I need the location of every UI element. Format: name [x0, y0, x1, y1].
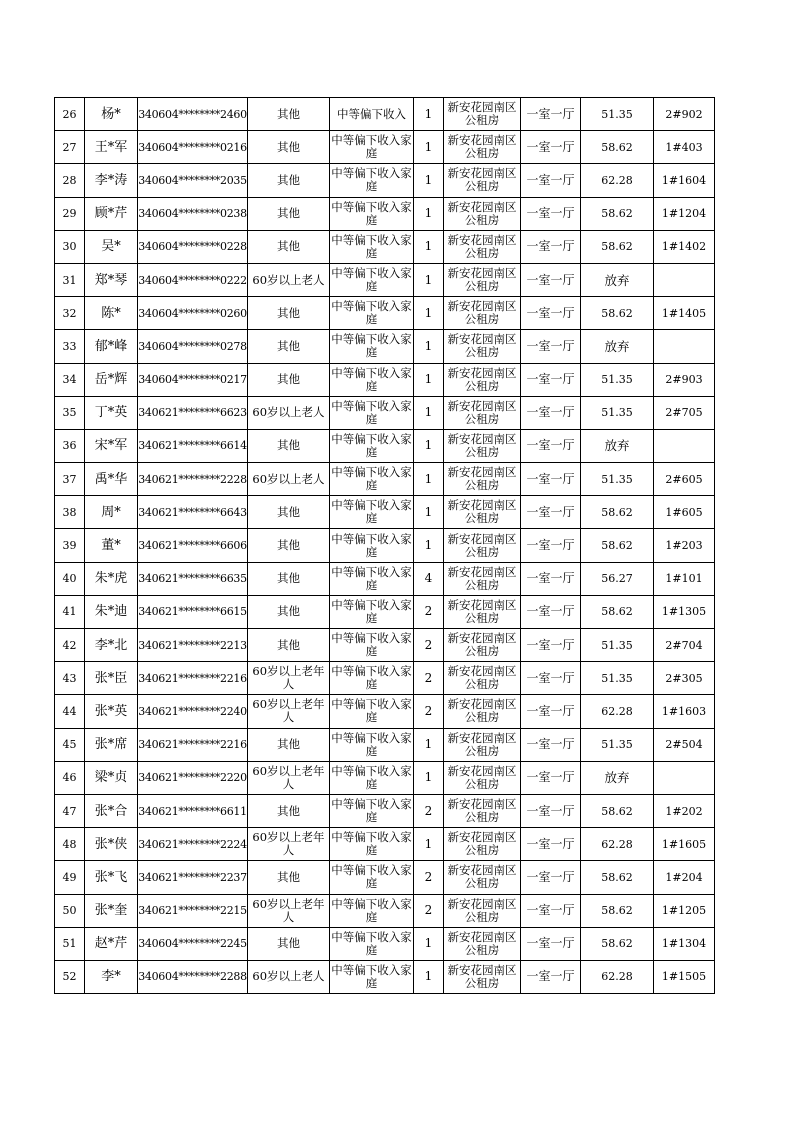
applicant-name-cell: 李*涛 [85, 164, 138, 197]
house-type-cell: 一室一厅 [521, 529, 581, 562]
row-number-cell: 49 [55, 861, 85, 894]
room-number-cell: 2#902 [654, 98, 715, 131]
row-number-cell: 40 [55, 562, 85, 595]
house-type-cell: 一室一厅 [521, 297, 581, 330]
row-number-cell: 33 [55, 330, 85, 363]
id-number-cell: 340604********2460 [138, 98, 248, 131]
family-size-cell: 1 [414, 98, 444, 131]
income-level-cell: 中等偏下收入家庭 [330, 330, 414, 363]
table-row [55, 562, 715, 595]
house-type-cell: 一室一厅 [521, 794, 581, 827]
table-row [55, 861, 715, 894]
table-row [55, 728, 715, 761]
floor-area-cell: 51.35 [581, 662, 654, 695]
house-type-cell: 一室一厅 [521, 463, 581, 496]
house-type-cell: 一室一厅 [521, 927, 581, 960]
housing-project-cell: 新安花园南区公租房 [444, 861, 521, 894]
floor-area-cell: 58.62 [581, 230, 654, 263]
room-number-cell: 1#1304 [654, 927, 715, 960]
id-number-cell: 340604********0216 [138, 131, 248, 164]
floor-area-cell: 62.28 [581, 828, 654, 861]
room-number-cell: 2#504 [654, 728, 715, 761]
house-type-cell: 一室一厅 [521, 197, 581, 230]
housing-project-cell: 新安花园南区公租房 [444, 463, 521, 496]
applicant-name-cell: 岳*辉 [85, 363, 138, 396]
applicant-name-cell: 王*军 [85, 131, 138, 164]
table-row [55, 363, 715, 396]
income-level-cell: 中等偏下收入家庭 [330, 496, 414, 529]
row-number-cell: 26 [55, 98, 85, 131]
room-number-cell: 1#1604 [654, 164, 715, 197]
income-level-cell: 中等偏下收入家庭 [330, 529, 414, 562]
house-type-cell: 一室一厅 [521, 894, 581, 927]
applicant-name-cell: 朱*迪 [85, 595, 138, 628]
applicant-category-cell: 60岁以上老年人 [248, 761, 330, 794]
family-size-cell: 2 [414, 629, 444, 662]
id-number-cell: 340604********0238 [138, 197, 248, 230]
floor-area-cell: 62.28 [581, 164, 654, 197]
house-type-cell: 一室一厅 [521, 695, 581, 728]
applicant-name-cell: 董* [85, 529, 138, 562]
housing-project-cell: 新安花园南区公租房 [444, 197, 521, 230]
income-level-cell: 中等偏下收入 [330, 98, 414, 131]
row-number-cell: 42 [55, 629, 85, 662]
id-number-cell: 340621********2228 [138, 463, 248, 496]
id-number-cell: 340604********0217 [138, 363, 248, 396]
applicant-category-cell: 60岁以上老年人 [248, 695, 330, 728]
id-number-cell: 340621********2215 [138, 894, 248, 927]
applicant-category-cell: 60岁以上老人 [248, 396, 330, 429]
id-number-cell: 340621********6615 [138, 595, 248, 628]
house-type-cell: 一室一厅 [521, 164, 581, 197]
house-type-cell: 一室一厅 [521, 629, 581, 662]
id-number-cell: 340604********0228 [138, 230, 248, 263]
floor-area-cell: 58.62 [581, 297, 654, 330]
table-row [55, 894, 715, 927]
applicant-category-cell: 其他 [248, 629, 330, 662]
income-level-cell: 中等偏下收入家庭 [330, 629, 414, 662]
income-level-cell: 中等偏下收入家庭 [330, 463, 414, 496]
house-type-cell: 一室一厅 [521, 761, 581, 794]
table-row [55, 695, 715, 728]
housing-project-cell: 新安花园南区公租房 [444, 562, 521, 595]
applicant-name-cell: 宋*军 [85, 429, 138, 462]
family-size-cell: 1 [414, 330, 444, 363]
id-number-cell: 340621********6643 [138, 496, 248, 529]
applicant-category-cell: 其他 [248, 429, 330, 462]
family-size-cell: 2 [414, 695, 444, 728]
row-number-cell: 41 [55, 595, 85, 628]
applicant-category-cell: 60岁以上老人 [248, 960, 330, 993]
room-number-cell: 1#1204 [654, 197, 715, 230]
income-level-cell: 中等偏下收入家庭 [330, 728, 414, 761]
floor-area-cell: 58.62 [581, 197, 654, 230]
applicant-name-cell: 张*奎 [85, 894, 138, 927]
table-row [55, 297, 715, 330]
applicant-name-cell: 吴* [85, 230, 138, 263]
family-size-cell: 1 [414, 529, 444, 562]
table-row [55, 98, 715, 131]
table-row [55, 662, 715, 695]
house-type-cell: 一室一厅 [521, 429, 581, 462]
income-level-cell: 中等偏下收入家庭 [330, 297, 414, 330]
house-type-cell: 一室一厅 [521, 396, 581, 429]
room-number-cell [654, 429, 715, 462]
income-level-cell: 中等偏下收入家庭 [330, 164, 414, 197]
applicant-category-cell: 60岁以上老年人 [248, 828, 330, 861]
table-row [55, 230, 715, 263]
floor-area-cell: 51.35 [581, 728, 654, 761]
applicant-category-cell: 其他 [248, 794, 330, 827]
room-number-cell: 1#1205 [654, 894, 715, 927]
applicant-category-cell: 60岁以上老年人 [248, 894, 330, 927]
row-number-cell: 51 [55, 927, 85, 960]
income-level-cell: 中等偏下收入家庭 [330, 960, 414, 993]
house-type-cell: 一室一厅 [521, 363, 581, 396]
applicant-category-cell: 其他 [248, 562, 330, 595]
table-row [55, 496, 715, 529]
applicant-category-cell: 60岁以上老年人 [248, 662, 330, 695]
room-number-cell: 2#305 [654, 662, 715, 695]
housing-project-cell: 新安花园南区公租房 [444, 131, 521, 164]
family-size-cell: 1 [414, 463, 444, 496]
row-number-cell: 45 [55, 728, 85, 761]
floor-area-cell: 62.28 [581, 695, 654, 728]
floor-area-cell: 62.28 [581, 960, 654, 993]
house-type-cell: 一室一厅 [521, 861, 581, 894]
applicant-category-cell: 其他 [248, 297, 330, 330]
room-number-cell: 1#403 [654, 131, 715, 164]
income-level-cell: 中等偏下收入家庭 [330, 927, 414, 960]
id-number-cell: 340604********2288 [138, 960, 248, 993]
family-size-cell: 1 [414, 496, 444, 529]
house-type-cell: 一室一厅 [521, 662, 581, 695]
row-number-cell: 37 [55, 463, 85, 496]
family-size-cell: 2 [414, 894, 444, 927]
applicant-name-cell: 张*侠 [85, 828, 138, 861]
family-size-cell: 2 [414, 662, 444, 695]
housing-project-cell: 新安花园南区公租房 [444, 927, 521, 960]
floor-area-cell: 51.35 [581, 629, 654, 662]
table-row [55, 330, 715, 363]
room-number-cell: 1#101 [654, 562, 715, 595]
family-size-cell: 1 [414, 263, 444, 296]
applicant-category-cell: 其他 [248, 861, 330, 894]
applicant-name-cell: 张*席 [85, 728, 138, 761]
income-level-cell: 中等偏下收入家庭 [330, 396, 414, 429]
id-number-cell: 340621********6611 [138, 794, 248, 827]
room-number-cell: 1#1603 [654, 695, 715, 728]
housing-project-cell: 新安花园南区公租房 [444, 98, 521, 131]
family-size-cell: 1 [414, 429, 444, 462]
income-level-cell: 中等偏下收入家庭 [330, 894, 414, 927]
floor-area-cell: 58.62 [581, 131, 654, 164]
row-number-cell: 29 [55, 197, 85, 230]
housing-project-cell: 新安花园南区公租房 [444, 297, 521, 330]
housing-project-cell: 新安花园南区公租房 [444, 330, 521, 363]
id-number-cell: 340604********2245 [138, 927, 248, 960]
housing-project-cell: 新安花园南区公租房 [444, 629, 521, 662]
table-row [55, 960, 715, 993]
housing-project-cell: 新安花园南区公租房 [444, 496, 521, 529]
income-level-cell: 中等偏下收入家庭 [330, 794, 414, 827]
table-body [55, 98, 715, 994]
family-size-cell: 1 [414, 927, 444, 960]
floor-area-cell: 放弃 [581, 429, 654, 462]
income-level-cell: 中等偏下收入家庭 [330, 861, 414, 894]
income-level-cell: 中等偏下收入家庭 [330, 595, 414, 628]
room-number-cell [654, 263, 715, 296]
row-number-cell: 32 [55, 297, 85, 330]
id-number-cell: 340621********6635 [138, 562, 248, 595]
room-number-cell: 2#605 [654, 463, 715, 496]
family-size-cell: 1 [414, 297, 444, 330]
floor-area-cell: 51.35 [581, 396, 654, 429]
floor-area-cell: 58.62 [581, 794, 654, 827]
housing-project-cell: 新安花园南区公租房 [444, 529, 521, 562]
id-number-cell: 340604********0260 [138, 297, 248, 330]
house-type-cell: 一室一厅 [521, 562, 581, 595]
room-number-cell: 1#1402 [654, 230, 715, 263]
row-number-cell: 43 [55, 662, 85, 695]
house-type-cell: 一室一厅 [521, 496, 581, 529]
income-level-cell: 中等偏下收入家庭 [330, 131, 414, 164]
row-number-cell: 27 [55, 131, 85, 164]
income-level-cell: 中等偏下收入家庭 [330, 429, 414, 462]
room-number-cell: 2#903 [654, 363, 715, 396]
id-number-cell: 340621********6606 [138, 529, 248, 562]
floor-area-cell: 58.62 [581, 529, 654, 562]
floor-area-cell: 放弃 [581, 263, 654, 296]
table-row [55, 595, 715, 628]
row-number-cell: 46 [55, 761, 85, 794]
row-number-cell: 48 [55, 828, 85, 861]
housing-project-cell: 新安花园南区公租房 [444, 894, 521, 927]
row-number-cell: 50 [55, 894, 85, 927]
house-type-cell: 一室一厅 [521, 828, 581, 861]
family-size-cell: 4 [414, 562, 444, 595]
house-type-cell: 一室一厅 [521, 728, 581, 761]
table-row [55, 429, 715, 462]
table-row [55, 529, 715, 562]
applicant-category-cell: 其他 [248, 131, 330, 164]
id-number-cell: 340621********2240 [138, 695, 248, 728]
floor-area-cell: 56.27 [581, 562, 654, 595]
id-number-cell: 340621********2216 [138, 662, 248, 695]
row-number-cell: 52 [55, 960, 85, 993]
housing-project-cell: 新安花园南区公租房 [444, 794, 521, 827]
id-number-cell: 340621********6623 [138, 396, 248, 429]
row-number-cell: 47 [55, 794, 85, 827]
room-number-cell: 1#204 [654, 861, 715, 894]
id-number-cell: 340621********2220 [138, 761, 248, 794]
applicant-name-cell: 张*英 [85, 695, 138, 728]
family-size-cell: 2 [414, 595, 444, 628]
family-size-cell: 1 [414, 728, 444, 761]
room-number-cell: 2#704 [654, 629, 715, 662]
family-size-cell: 2 [414, 794, 444, 827]
applicant-name-cell: 周* [85, 496, 138, 529]
applicant-category-cell: 60岁以上老人 [248, 463, 330, 496]
housing-project-cell: 新安花园南区公租房 [444, 396, 521, 429]
applicant-name-cell: 张*合 [85, 794, 138, 827]
housing-project-cell: 新安花园南区公租房 [444, 761, 521, 794]
family-size-cell: 1 [414, 131, 444, 164]
house-type-cell: 一室一厅 [521, 595, 581, 628]
applicant-category-cell: 其他 [248, 98, 330, 131]
applicant-category-cell: 其他 [248, 363, 330, 396]
housing-project-cell: 新安花园南区公租房 [444, 363, 521, 396]
floor-area-cell: 58.62 [581, 595, 654, 628]
family-size-cell: 1 [414, 230, 444, 263]
room-number-cell: 1#605 [654, 496, 715, 529]
applicant-category-cell: 其他 [248, 927, 330, 960]
applicant-name-cell: 梁*贞 [85, 761, 138, 794]
income-level-cell: 中等偏下收入家庭 [330, 662, 414, 695]
row-number-cell: 31 [55, 263, 85, 296]
table-row [55, 794, 715, 827]
applicant-name-cell: 禹*华 [85, 463, 138, 496]
applicant-name-cell: 李*北 [85, 629, 138, 662]
applicant-category-cell: 其他 [248, 529, 330, 562]
applicant-name-cell: 郁*峰 [85, 330, 138, 363]
house-type-cell: 一室一厅 [521, 131, 581, 164]
housing-project-cell: 新安花园南区公租房 [444, 662, 521, 695]
row-number-cell: 30 [55, 230, 85, 263]
table-row [55, 263, 715, 296]
id-number-cell: 340621********2224 [138, 828, 248, 861]
applicant-category-cell: 其他 [248, 595, 330, 628]
family-size-cell: 1 [414, 363, 444, 396]
applicant-category-cell: 其他 [248, 496, 330, 529]
housing-project-cell: 新安花园南区公租房 [444, 960, 521, 993]
floor-area-cell: 58.62 [581, 894, 654, 927]
table-row [55, 396, 715, 429]
applicant-name-cell: 赵*芹 [85, 927, 138, 960]
room-number-cell: 1#1305 [654, 595, 715, 628]
income-level-cell: 中等偏下收入家庭 [330, 828, 414, 861]
house-type-cell: 一室一厅 [521, 98, 581, 131]
table-row [55, 828, 715, 861]
allocation-table [54, 97, 715, 994]
row-number-cell: 28 [55, 164, 85, 197]
applicant-name-cell: 郑*琴 [85, 263, 138, 296]
applicant-category-cell: 其他 [248, 230, 330, 263]
floor-area-cell: 放弃 [581, 761, 654, 794]
family-size-cell: 1 [414, 828, 444, 861]
applicant-name-cell: 张*臣 [85, 662, 138, 695]
applicant-name-cell: 陈* [85, 297, 138, 330]
applicant-name-cell: 丁*英 [85, 396, 138, 429]
room-number-cell: 1#1405 [654, 297, 715, 330]
floor-area-cell: 58.62 [581, 927, 654, 960]
housing-project-cell: 新安花园南区公租房 [444, 828, 521, 861]
family-size-cell: 1 [414, 761, 444, 794]
table-row [55, 164, 715, 197]
applicant-name-cell: 朱*虎 [85, 562, 138, 595]
applicant-name-cell: 李* [85, 960, 138, 993]
table-row [55, 197, 715, 230]
table-row [55, 927, 715, 960]
family-size-cell: 1 [414, 164, 444, 197]
table-row [55, 629, 715, 662]
room-number-cell: 1#202 [654, 794, 715, 827]
applicant-category-cell: 其他 [248, 164, 330, 197]
floor-area-cell: 51.35 [581, 463, 654, 496]
house-type-cell: 一室一厅 [521, 960, 581, 993]
row-number-cell: 35 [55, 396, 85, 429]
housing-project-cell: 新安花园南区公租房 [444, 728, 521, 761]
applicant-category-cell: 其他 [248, 330, 330, 363]
applicant-name-cell: 杨* [85, 98, 138, 131]
floor-area-cell: 58.62 [581, 861, 654, 894]
housing-project-cell: 新安花园南区公租房 [444, 164, 521, 197]
family-size-cell: 2 [414, 861, 444, 894]
housing-project-cell: 新安花园南区公租房 [444, 595, 521, 628]
applicant-name-cell: 张*飞 [85, 861, 138, 894]
income-level-cell: 中等偏下收入家庭 [330, 562, 414, 595]
income-level-cell: 中等偏下收入家庭 [330, 230, 414, 263]
family-size-cell: 1 [414, 960, 444, 993]
applicant-category-cell: 其他 [248, 197, 330, 230]
table-row [55, 463, 715, 496]
table-row [55, 761, 715, 794]
table-row [55, 131, 715, 164]
room-number-cell [654, 330, 715, 363]
room-number-cell: 1#1505 [654, 960, 715, 993]
house-type-cell: 一室一厅 [521, 230, 581, 263]
income-level-cell: 中等偏下收入家庭 [330, 263, 414, 296]
income-level-cell: 中等偏下收入家庭 [330, 197, 414, 230]
id-number-cell: 340604********0278 [138, 330, 248, 363]
row-number-cell: 38 [55, 496, 85, 529]
id-number-cell: 340621********2213 [138, 629, 248, 662]
housing-project-cell: 新安花园南区公租房 [444, 695, 521, 728]
row-number-cell: 34 [55, 363, 85, 396]
id-number-cell: 340604********2035 [138, 164, 248, 197]
applicant-category-cell: 60岁以上老人 [248, 263, 330, 296]
floor-area-cell: 51.35 [581, 98, 654, 131]
room-number-cell [654, 761, 715, 794]
housing-project-cell: 新安花园南区公租房 [444, 429, 521, 462]
income-level-cell: 中等偏下收入家庭 [330, 695, 414, 728]
income-level-cell: 中等偏下收入家庭 [330, 761, 414, 794]
id-number-cell: 340604********0222 [138, 263, 248, 296]
row-number-cell: 39 [55, 529, 85, 562]
applicant-name-cell: 顾*芹 [85, 197, 138, 230]
house-type-cell: 一室一厅 [521, 330, 581, 363]
floor-area-cell: 58.62 [581, 496, 654, 529]
row-number-cell: 44 [55, 695, 85, 728]
floor-area-cell: 放弃 [581, 330, 654, 363]
applicant-category-cell: 其他 [248, 728, 330, 761]
income-level-cell: 中等偏下收入家庭 [330, 363, 414, 396]
id-number-cell: 340621********2216 [138, 728, 248, 761]
id-number-cell: 340621********2237 [138, 861, 248, 894]
housing-project-cell: 新安花园南区公租房 [444, 230, 521, 263]
row-number-cell: 36 [55, 429, 85, 462]
house-type-cell: 一室一厅 [521, 263, 581, 296]
floor-area-cell: 51.35 [581, 363, 654, 396]
housing-project-cell: 新安花园南区公租房 [444, 263, 521, 296]
room-number-cell: 1#203 [654, 529, 715, 562]
id-number-cell: 340621********6614 [138, 429, 248, 462]
family-size-cell: 1 [414, 197, 444, 230]
room-number-cell: 2#705 [654, 396, 715, 429]
family-size-cell: 1 [414, 396, 444, 429]
room-number-cell: 1#1605 [654, 828, 715, 861]
